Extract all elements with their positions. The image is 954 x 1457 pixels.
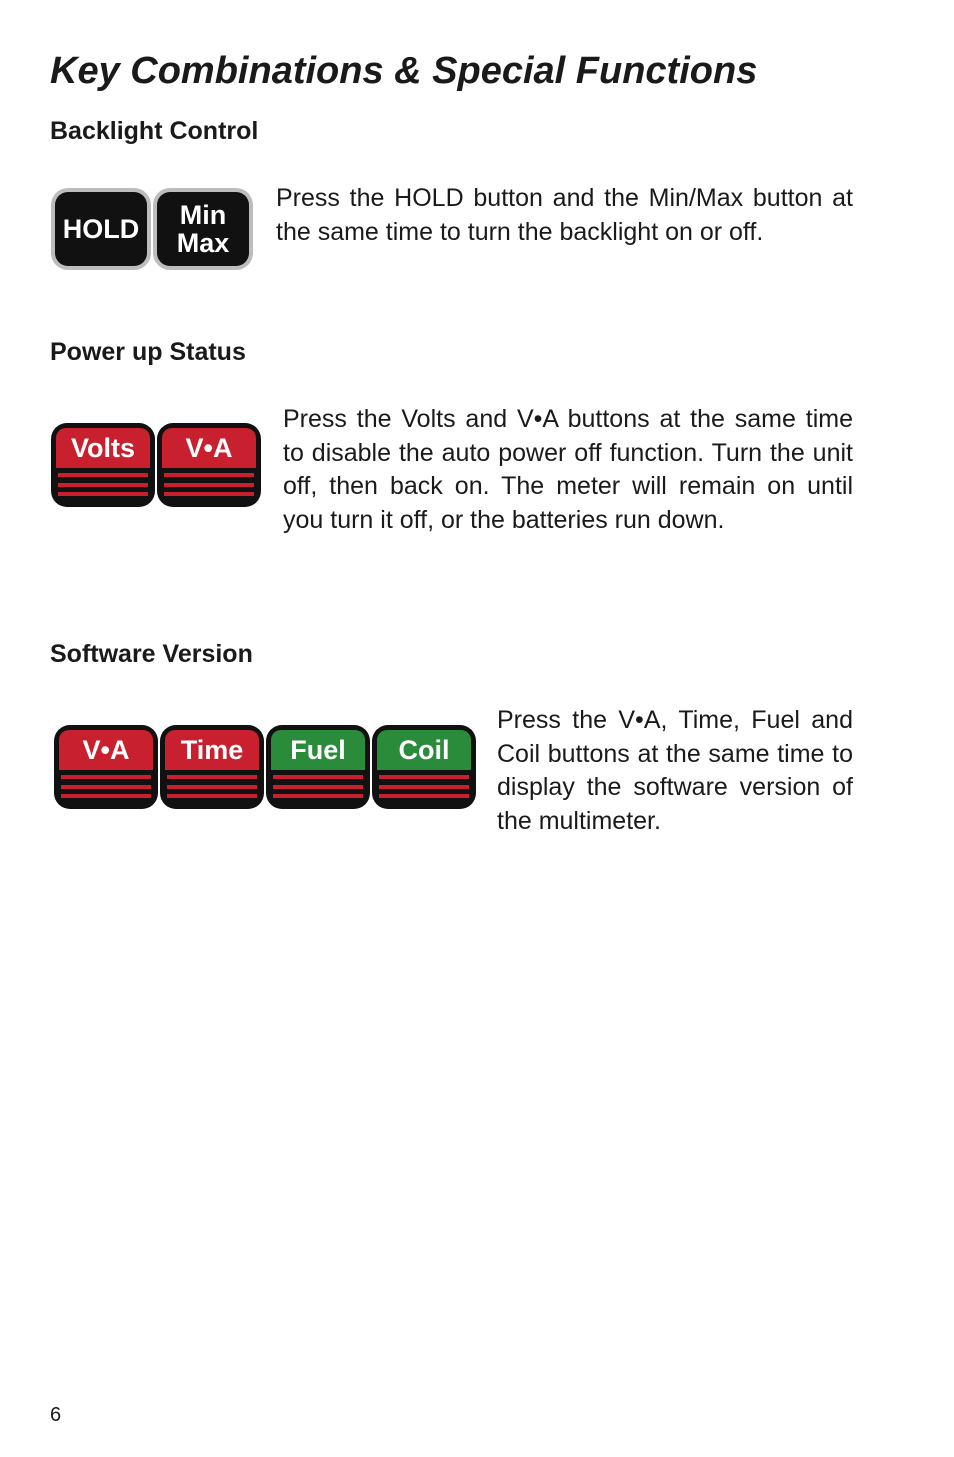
- backlight-description: Press the HOLD button and the Min/Max button at the same time to turn the backlight on or off.: [276, 184, 853, 246]
- va-button-label: V•A: [185, 432, 233, 463]
- time-button-label: Time: [180, 734, 244, 765]
- volts-button[interactable]: [51, 423, 155, 507]
- hold-button-label: HOLD: [62, 214, 140, 244]
- min-max-button[interactable]: [153, 188, 253, 270]
- fuel-button-label: Fuel: [290, 734, 346, 765]
- min-max-button-label-line2: Max: [176, 228, 230, 258]
- key-group-software-version: [54, 725, 478, 809]
- power-up-description: Press the Volts and V•A buttons at the same time to disable the auto power off function. Turn the unit off, then back on. The meter will remain on until you turn it off, or the batteries run down.: [283, 405, 853, 534]
- va-button-2-label: V•A: [82, 734, 130, 765]
- software-version-description: Press the V•A, Time, Fuel and Coil buttons at the same time to display the software version of the multimeter.: [497, 706, 853, 835]
- section-heading-software-version: Software Version: [50, 640, 253, 668]
- key-group-power-up: [51, 423, 263, 507]
- va-button-2[interactable]: [54, 725, 158, 809]
- page-title: Key Combinations & Special Functions: [50, 50, 758, 92]
- min-max-button-label-line1: Min: [179, 200, 227, 230]
- volts-button-label: Volts: [70, 432, 135, 463]
- key-group-backlight: [51, 188, 255, 270]
- page-number: 6: [50, 1404, 62, 1426]
- section-heading-backlight-control: Backlight Control: [50, 117, 259, 145]
- fuel-button[interactable]: [266, 725, 370, 809]
- time-button[interactable]: [160, 725, 264, 809]
- hold-button[interactable]: [51, 188, 151, 270]
- coil-button-label: Coil: [398, 734, 450, 765]
- va-button[interactable]: [157, 423, 261, 507]
- section-heading-power-up-status: Power up Status: [50, 338, 246, 366]
- coil-button[interactable]: [372, 725, 476, 809]
